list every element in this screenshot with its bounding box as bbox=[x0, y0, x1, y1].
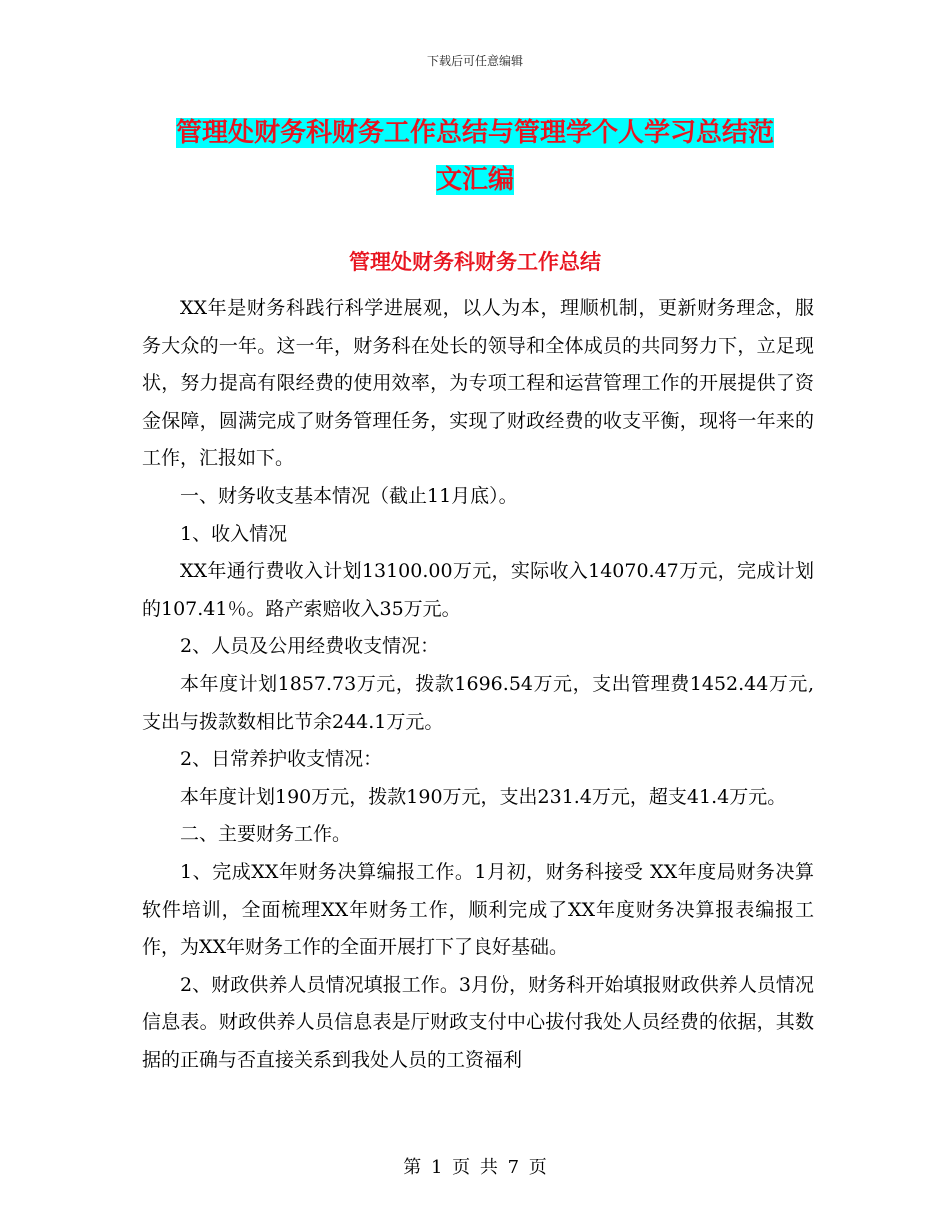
paragraph-subheading-income: 1、收入情况 bbox=[180, 522, 288, 545]
document-title bbox=[140, 110, 810, 204]
paragraph-subheading-personnel: 2、人员及公用经费收支情况： bbox=[180, 635, 440, 658]
paragraph-intro: XX年是财务科践行科学进展观，以人为本，理顺机制，更新财务理念，服务大众的一年。这一年，财务科在处长的领导和全体成员的共同努力下，立足现状，努力提高有限经费的使用效率，为专项工程和运营管理工作的开展提供了资金保障，圆满完成了财务管理任务，实现了财政经费的收支平衡，现将一年来的工作，汇报如下。 bbox=[142, 297, 814, 470]
document-title-line-1: 管理处财务科财务工作总结与管理学个人学习总结范 bbox=[175, 118, 774, 148]
paragraph-work-2: 2、财政供养人员情况填报工作。3月份，财务科开始填报财政供养人员情况信息表。财政供养人员信息表是厅财政支付中心拔付我处人员经费的依据，其数据的正确与否直接关系到我处人员的工资福利 bbox=[142, 973, 814, 1071]
document-title-line-2: 文汇编 bbox=[435, 165, 514, 195]
header-note: 下载后可任意编辑 bbox=[426, 54, 523, 68]
paragraph-heading-2: 二、主要财务工作。 bbox=[180, 823, 352, 846]
paragraph-heading-1: 一、财务收支基本情况（截止11月底）。 bbox=[180, 484, 518, 507]
paragraph-subheading-maintenance: 2、日常养护收支情况： bbox=[180, 748, 383, 771]
paragraph-personnel-details: 本年度计划1857.73万元，拨款1696.54万元，支出管理费1452.44万元,支出与拨款数相比节余244.1万元。 bbox=[142, 672, 814, 733]
paragraph-work-1: 1、完成XX年财务决算编报工作。1月初，财务科接受 XX年度局财务决算软件培训，全面梳理XX年财务工作，顺利完成了XX年度财务决算报表编报工作，为XX年财务工作的全面开展打下了良好基础。 bbox=[142, 860, 814, 959]
paragraph-income-details: XX年通行费收入计划13100.00万元，实际收入14070.47万元，完成计划的107.41％。路产索赔收入35万元。 bbox=[142, 560, 814, 620]
paragraph-maintenance-details: 本年度计划190万元，拨款190万元，支出231.4万元，超支41.4万元。 bbox=[180, 785, 787, 808]
document-body bbox=[142, 290, 814, 1079]
page-footer: 第 1 页 共 7 页 bbox=[403, 1157, 547, 1178]
section-title: 管理处财务科财务工作总结 bbox=[349, 249, 601, 274]
